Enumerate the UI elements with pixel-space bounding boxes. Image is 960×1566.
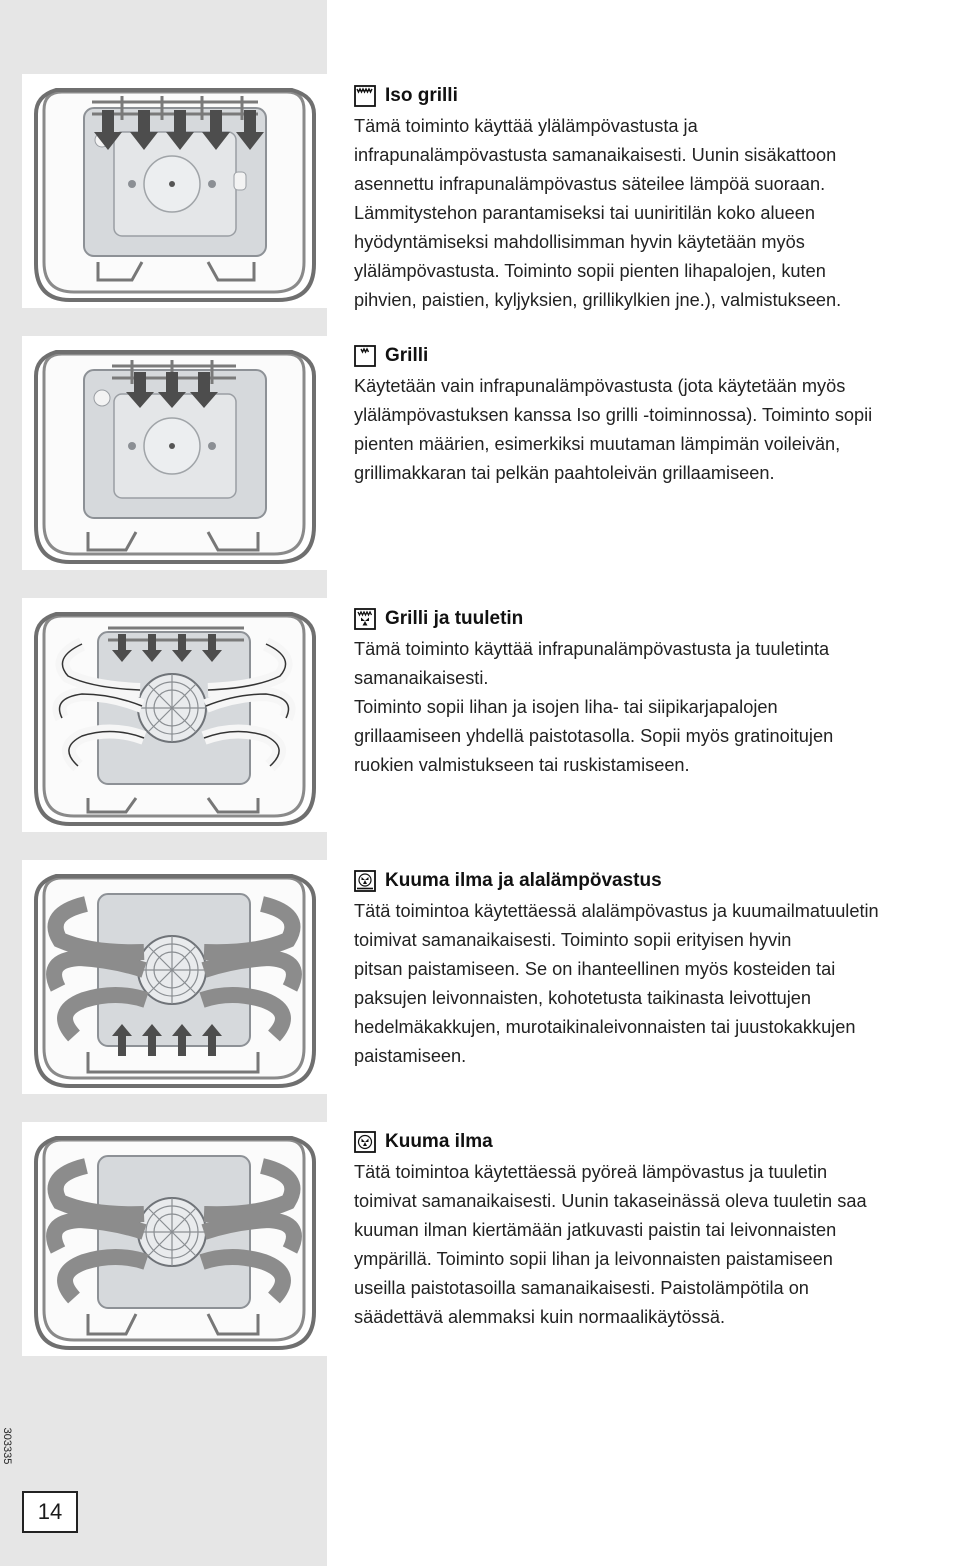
oven-illustration-kuuma-ilma-ja-alalampovastus	[22, 860, 327, 1094]
section-heading	[354, 1130, 960, 1154]
body-line: Käytetään vain infrapunalämpövastusta (jota käytetään myös	[354, 376, 846, 396]
body-line: toimivat samanaikaisesti. Uunin takaseinässä oleva tuuletin saa	[354, 1191, 867, 1211]
section-grilli-ja-tuuletin	[354, 607, 960, 780]
body-line: Toiminto sopii lihan ja isojen liha- tai siipikarjapalojen	[354, 697, 778, 717]
body-line: infrapunalämpövastusta samanaikaisesti. Uunin sisäkattoon	[354, 145, 837, 165]
body-line: Lämmitystehon parantamiseksi tai uuniritilän koko alueen	[354, 203, 815, 223]
section-heading	[354, 344, 960, 368]
heading-text: Kuuma ilma ja alalämpövastus	[385, 870, 662, 891]
heading-text: Kuuma ilma	[385, 1131, 493, 1152]
section-kuuma-ilma-ja-alalampovastus	[354, 869, 960, 1071]
section-heading	[354, 869, 960, 893]
body-line: Tämä toiminto käyttää infrapunalämpövastusta ja tuuletinta	[354, 639, 830, 659]
body-line: Tätä toimintoa käytettäessä pyöreä lämpövastus ja tuuletin	[354, 1162, 828, 1182]
body-line: paistamiseen.	[354, 1046, 467, 1066]
body-line: ylälämpövastuksen kanssa Iso grilli -toiminnossa). Toiminto sopii	[354, 405, 873, 425]
body-line: hedelmäkakkujen, murotaikinaleivonnaisten tai juustokakkujen	[354, 1017, 856, 1037]
body-line: grillaamiseen yhdellä paistotasolla. Sopii myös gratinoitujen	[354, 726, 834, 746]
body-line: pihvien, paistien, kyljyksien, grillikylkien jne.), valmistukseen.	[354, 290, 842, 310]
section-iso-grilli	[354, 84, 960, 315]
body-line: toimivat samanaikaisesti. Toiminto sopii erityisen hyvin	[354, 930, 792, 950]
heading-text: Grilli ja tuuletin	[385, 608, 524, 629]
oven-illustration-grilli	[22, 336, 327, 570]
body-line: kuuman ilman kiertämään jatkuvasti paistin tai leivonnaisten	[354, 1220, 837, 1240]
body-line: ylälämpövastusta. Toiminto sopii pienten lihapalojen, kuten	[354, 261, 826, 281]
oven-illustration-kuuma-ilma	[22, 1122, 327, 1356]
body-line: pitsan paistamiseen. Se on ihanteellinen myös kosteiden tai	[354, 959, 836, 979]
oven-illustration-iso-grilli	[22, 74, 327, 308]
section-heading	[354, 84, 960, 108]
body-line: asennettu infrapunalämpövastus säteilee lämpöä suoraan.	[354, 174, 826, 194]
body-line: Tämä toiminto käyttää ylälämpövastusta ja	[354, 116, 698, 136]
document-code: 303335	[1, 1427, 13, 1465]
page-number: 14	[22, 1491, 78, 1533]
section-heading	[354, 607, 960, 631]
body-line: grillimakkaran tai pelkän paahtoleivän grillaamiseen.	[354, 463, 775, 483]
oven-illustration-grilli-ja-tuuletin	[22, 598, 327, 832]
grill-icon	[354, 345, 376, 367]
body-line: ruokien valmistukseen tai ruskistamiseen.	[354, 755, 690, 775]
heading-text: Grilli	[385, 345, 429, 366]
body-line: Tätä toimintoa käytettäessä alalämpövastus ja kuumailmatuuletin	[354, 901, 879, 921]
heading-text: Iso grilli	[385, 85, 458, 106]
body-line: säädettävä alemmaksi kuin normaalikäytössä.	[354, 1307, 725, 1327]
body-line: ympärillä. Toiminto sopii lihan ja leivonnaisten paistamiseen	[354, 1249, 833, 1269]
body-line: paksujen leivonnaisten, kohotetusta taikinasta leivottujen	[354, 988, 812, 1008]
fan-bottom-heat-icon	[354, 870, 376, 892]
body-line: pienten määrien, esimerkiksi muutaman lämpimän voileivän,	[354, 434, 841, 454]
body-line: hyödyntämiseksi mahdollisimman hyvin käytetään myös	[354, 232, 805, 252]
body-line: samanaikaisesti.	[354, 668, 489, 688]
body-line: useilla paistotasoilla samanaikaisesti. Paistolämpötila on	[354, 1278, 809, 1298]
section-grilli	[354, 344, 960, 488]
grill-fan-icon	[354, 608, 376, 630]
section-kuuma-ilma	[354, 1130, 960, 1332]
top-grill-large-icon	[354, 85, 376, 107]
hot-air-fan-icon	[354, 1131, 376, 1153]
